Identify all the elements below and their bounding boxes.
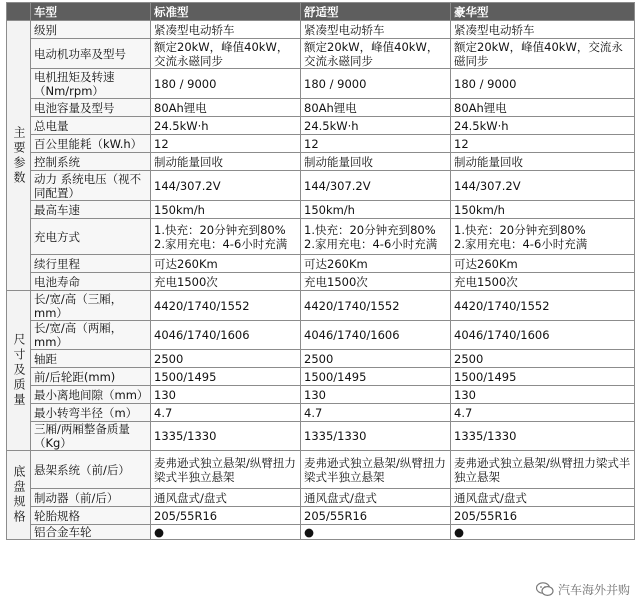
row-value: 144/307.2V xyxy=(151,171,301,201)
table-row xyxy=(7,489,635,507)
row-label: 最小离地间隙（mm） xyxy=(31,386,151,404)
table-row xyxy=(7,21,635,39)
table-row xyxy=(7,291,635,321)
table-header-row xyxy=(7,3,635,21)
row-label: 最小转弯半径（m） xyxy=(31,404,151,422)
row-value: 充电1500次 xyxy=(451,273,635,291)
row-value: 205/55R16 xyxy=(451,507,635,525)
row-value: 紧凑型电动轿车 xyxy=(451,21,635,39)
row-value: 1335/1330 xyxy=(301,422,451,451)
row-label: 电池容量及型号 xyxy=(31,99,151,117)
row-value: ● xyxy=(301,525,451,540)
table-row xyxy=(7,404,635,422)
spec-table xyxy=(6,2,635,540)
table-row xyxy=(7,69,635,99)
row-label: 最高车速 xyxy=(31,201,151,219)
row-value: 12 xyxy=(301,135,451,153)
row-value: 4046/1740/1606 xyxy=(451,321,635,350)
row-value: 180 / 9000 xyxy=(451,69,635,99)
row-value: 80Ah锂电 xyxy=(151,99,301,117)
row-label: 电动机功率及型号 xyxy=(31,39,151,69)
table-row xyxy=(7,350,635,368)
row-value: 2500 xyxy=(151,350,301,368)
row-label: 制动器（前/后） xyxy=(31,489,151,507)
row-value: 额定20kW，峰值40kW，交流永磁同步 xyxy=(301,39,451,69)
wechat-icon xyxy=(536,582,554,597)
row-value: 180 / 9000 xyxy=(301,69,451,99)
table-row xyxy=(7,171,635,201)
row-value: 205/55R16 xyxy=(151,507,301,525)
row-value: 205/55R16 xyxy=(301,507,451,525)
table-row xyxy=(7,422,635,451)
row-value: 额定20kW，峰值40kW，交流永磁同步 xyxy=(451,39,635,69)
row-label: 前/后轮距(mm) xyxy=(31,368,151,386)
table-row xyxy=(7,99,635,117)
row-value: 麦弗逊式独立悬架/纵臂扭力梁式半独立悬架 xyxy=(451,451,635,489)
row-value: 12 xyxy=(151,135,301,153)
section-label: 尺寸及质量 xyxy=(7,291,31,451)
row-value: 130 xyxy=(151,386,301,404)
row-value: 紧凑型电动轿车 xyxy=(301,21,451,39)
row-label: 铝合金车轮 xyxy=(31,525,151,540)
row-value: 150km/h xyxy=(151,201,301,219)
header-standard: 标准型 xyxy=(151,3,301,21)
row-value: 可达260Km xyxy=(301,255,451,273)
row-value: 4046/1740/1606 xyxy=(301,321,451,350)
row-value: 1335/1330 xyxy=(151,422,301,451)
row-value: 4420/1740/1552 xyxy=(451,291,635,321)
table-row xyxy=(7,507,635,525)
row-value: 130 xyxy=(451,386,635,404)
row-value: 2500 xyxy=(451,350,635,368)
row-value: 1.快充：20分钟充到80% 2.家用充电：4-6小时充满 xyxy=(451,219,635,255)
row-value: 麦弗逊式独立悬架/纵臂扭力梁式半独立悬架 xyxy=(151,451,301,489)
row-value: 通风盘式/盘式 xyxy=(451,489,635,507)
row-value: 1.快充：20分钟充到80% 2.家用充电：4-6小时充满 xyxy=(301,219,451,255)
row-value: 额定20kW，峰值40kW，交流永磁同步 xyxy=(151,39,301,69)
row-value: 紧凑型电动轿车 xyxy=(151,21,301,39)
row-label: 三厢/两厢整备质量（Kg） xyxy=(31,422,151,451)
row-value: 24.5kW·h xyxy=(451,117,635,135)
row-value: 1500/1495 xyxy=(151,368,301,386)
row-value: 4420/1740/1552 xyxy=(301,291,451,321)
header-model-label: 车型 xyxy=(31,3,151,21)
row-value: 麦弗逊式独立悬架/纵臂扭力梁式半独立悬架 xyxy=(301,451,451,489)
table-row xyxy=(7,39,635,69)
row-label: 长/宽/高（两厢，mm） xyxy=(31,321,151,350)
section-label: 底盘规格 xyxy=(7,451,31,540)
table-row xyxy=(7,255,635,273)
row-label: 充电方式 xyxy=(31,219,151,255)
row-value: 24.5kW·h xyxy=(301,117,451,135)
table-row xyxy=(7,153,635,171)
row-value: ● xyxy=(151,525,301,540)
row-value: 4.7 xyxy=(301,404,451,422)
row-label: 百公里能耗（kW.h） xyxy=(31,135,151,153)
row-label: 长/宽/高（三厢，mm） xyxy=(31,291,151,321)
row-value: 80Ah锂电 xyxy=(451,99,635,117)
watermark xyxy=(536,581,630,598)
row-label: 轴距 xyxy=(31,350,151,368)
row-label: 电机扭矩及转速（Nm/rpm） xyxy=(31,69,151,99)
row-value: 144/307.2V xyxy=(451,171,635,201)
table-row xyxy=(7,451,635,489)
row-value: ● xyxy=(451,525,635,540)
row-value: 144/307.2V xyxy=(301,171,451,201)
row-value: 1.快充：20分钟充到80% 2.家用充电：4-6小时充满 xyxy=(151,219,301,255)
row-label: 动力 系统电压（视不同配置） xyxy=(31,171,151,201)
table-row xyxy=(7,368,635,386)
row-label: 电池寿命 xyxy=(31,273,151,291)
row-value: 1335/1330 xyxy=(451,422,635,451)
row-value: 12 xyxy=(451,135,635,153)
row-value: 24.5kW·h xyxy=(151,117,301,135)
watermark-text: 汽车海外并购 xyxy=(557,583,630,597)
row-value: 可达260Km xyxy=(151,255,301,273)
row-value: 制动能量回收 xyxy=(151,153,301,171)
row-value: 130 xyxy=(301,386,451,404)
table-row xyxy=(7,273,635,291)
row-label: 悬架系统（前/后） xyxy=(31,451,151,489)
row-label: 总电量 xyxy=(31,117,151,135)
row-value: 180 / 9000 xyxy=(151,69,301,99)
row-value: 2500 xyxy=(301,350,451,368)
row-value: 可达260Km xyxy=(451,255,635,273)
row-value: 150km/h xyxy=(451,201,635,219)
table-row xyxy=(7,117,635,135)
row-value: 制动能量回收 xyxy=(301,153,451,171)
table-row xyxy=(7,321,635,350)
table-row xyxy=(7,135,635,153)
table-row xyxy=(7,386,635,404)
row-value: 1500/1495 xyxy=(301,368,451,386)
row-value: 4046/1740/1606 xyxy=(151,321,301,350)
row-value: 通风盘式/盘式 xyxy=(301,489,451,507)
row-value: 充电1500次 xyxy=(301,273,451,291)
row-value: 制动能量回收 xyxy=(451,153,635,171)
row-label: 控制系统 xyxy=(31,153,151,171)
row-value: 1500/1495 xyxy=(451,368,635,386)
table-row xyxy=(7,219,635,255)
header-luxury: 豪华型 xyxy=(451,3,635,21)
row-label: 级别 xyxy=(31,21,151,39)
row-value: 通风盘式/盘式 xyxy=(151,489,301,507)
row-value: 充电1500次 xyxy=(151,273,301,291)
row-value: 150km/h xyxy=(301,201,451,219)
table-row xyxy=(7,201,635,219)
row-label: 续行里程 xyxy=(31,255,151,273)
row-value: 4.7 xyxy=(451,404,635,422)
table-row xyxy=(7,525,635,540)
row-value: 4420/1740/1552 xyxy=(151,291,301,321)
section-label: 主要参数 xyxy=(7,21,31,291)
row-value: 80Ah锂电 xyxy=(301,99,451,117)
header-comfort: 舒适型 xyxy=(301,3,451,21)
row-label: 轮胎规格 xyxy=(31,507,151,525)
row-value: 4.7 xyxy=(151,404,301,422)
header-corner xyxy=(7,3,31,21)
